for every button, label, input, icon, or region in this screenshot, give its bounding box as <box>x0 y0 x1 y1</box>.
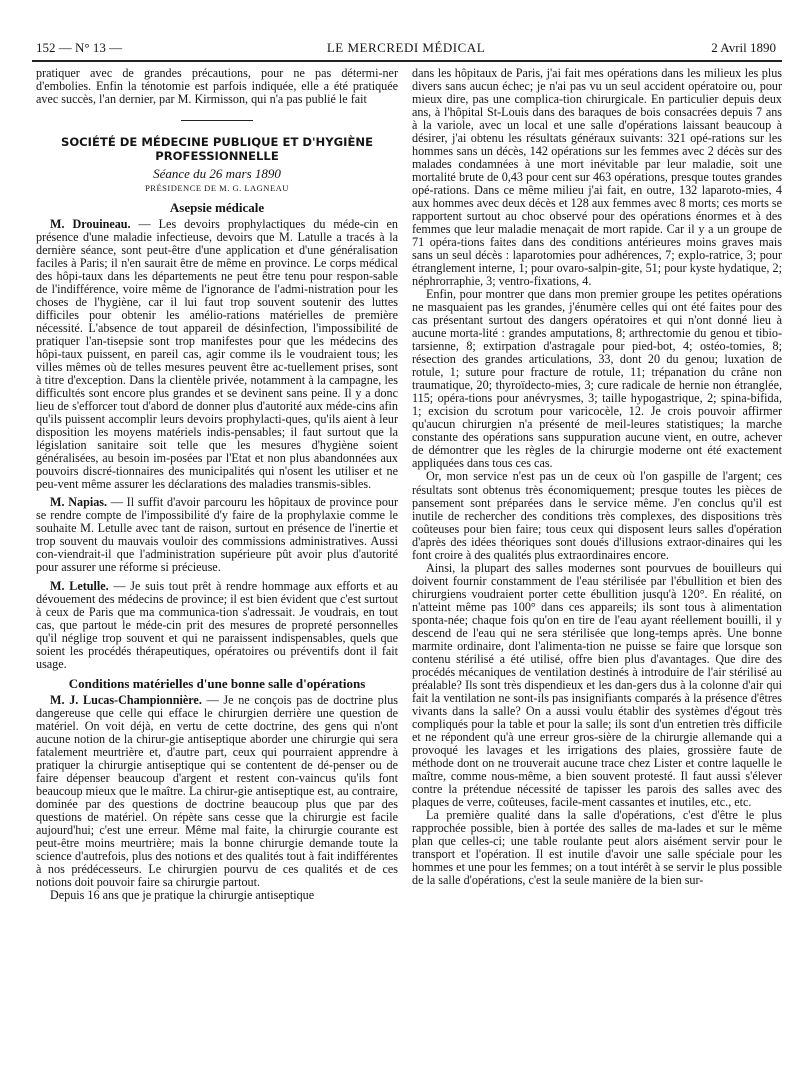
paragraph-economy: Or, mon service n'est pas un de ceux où l'on gaspille de l'argent; ces résultats sont obtenus très économiquement; presque toutes les pièces de pansement sont préparées dans le service même. J'en conclus qu'il est inutile de rechercher des conditions très complexes, des dispositions très coûteuses pour bien faire; tous ceux qui disposent leurs salles d'opération d'après des idées théoriques sont doués d'illusions extraor-dinaires qui les font croire à des qualités plus extraordinaires encore. <box>412 469 782 562</box>
paragraph-lucas-championniere <box>36 694 398 889</box>
right-column <box>412 67 782 1076</box>
paragraph-first-quality: La première qualité dans la salle d'opérations, c'est d'être le plus rapprochée possible, bien à portée des salles de ma-lades et sur le même plan que celles-ci; une table roulante peut alors aisément servir pour le transport et l'opération. Il est inutile d'avoir une salle spéciale pour les hommes et une pour les femmes; on a tout intérêt à se servir le plus possible de la salle d'opérations, c'est la seule manière de la bien sur- <box>412 807 782 887</box>
section-title-conditions: Conditions matérielles d'une bonne salle d'opérations <box>68 675 366 691</box>
page-number: 152 — N° 13 — <box>36 40 123 55</box>
paragraph-text: — Les devoirs prophylactiques du méde-cin en présence d'une maladie infectieuse, devoirs que M. Latulle a tracés à la dernière séance, sont peut-être d'une application et d'une généralisation faciles à Paris; il n'en saurait être de même en province. Le corps médical des hôpi-taux dans les départements ne peut être tenu pour respon-sable de l'indifférence, voire même de l'ignorance de l'admi-nistration pour les choses de l'hygiène, car il lui faut trop souvent soutenir des luttes difficiles pour obtenir les amélio-rations matérielles de première nécessité. L'absence de tout appareil de désinfection, l'impossibilité de pratiquer l'an-tisepsie sont trop manifestes pour que les médecins des hôpi-taux puissent, en pareil cas, agir comme ils le voudraient tous; les villes mêmes où de telles mesures peuvent être ac-tuellement prises, sont à titre d'exception. Dans la clientèle privée, notamment à la campagne, les difficultés sont encore plus grandes et se devinent sans peine. Il y a donc lieu de s'efforcer tout d'abord de donner plus d'autorité aux méde-cins afin qu'ils puissent accomplir leurs devoirs prophylacti-ques, qu'ils aient à leur disposition les moyens matériels indis-pensables; il faut surtout que la législation sanitaire soit telle que les mesures d'hygiène soient généralisées, au besoin im-posées par l'Etat et non plus abandonnées aux pouvoirs discré-tionnaires des municipalités qui n'osent les utiliser et ne peu-vent même assurer les déclarations des maladies transmis-sibles. <box>36 217 398 492</box>
issue-date: 2 Avril 1890 <box>711 40 776 55</box>
paragraph-equipment: Ainsi, la plupart des salles modernes sont pourvues de bouilleurs qui doivent fournir constamment de l'eau stérilisée par l'ébullition et bien des chirurgiens voudraient porter cette ébullition jusqu'à 120°. En réalité, on n'atteint même pas 100° dans ces appareils; ils sont tous à alimentation sponta-née; chaque fois qu'on en tire de l'eau ayant réellement bouilli, il y descend de l'eau qui ne sera stérilisée que long-temps après. Une bonne marmite ordinaire, dont l'alimenta-tion ne puisse se faire que lorsque son contenu stérilisé a été utilisé, offre bien plus d'avantages. Que dire des procédés mécaniques de ventilation destinés à introduire de l'air stérilisé au préalable? Ils sont très dispendieux et les dan-gers dus à la colonne d'air qui fait la ventilation ne sont-ils pas insignifiants comparés à la présence d'êtres vivants dans la salle? On a aussi voulu établir des systèmes d'égout très compliqués pour la table et pour la salle; ils sont d'un entretien très difficile et ne répondent qu'à une erreur gros-sière de la chirurgie allemande qui a provoqué les lavages et les irrigations des plaies, grossière faute de méthode dont on ne trouverait aucune trace chez Lister et contre laquelle le maître, comme nous-même, a bien souvent protesté. Il faut aussi s'élever contre la prétendue nécessité de tapisser les parois des salles avec des plaques de verre, coûteuses, facile-ment cassantes et inutiles, etc., etc. <box>412 560 782 809</box>
header-rule <box>32 60 782 62</box>
paragraph-continued: Depuis 16 ans que je pratique la chirurgie antiseptique <box>50 887 315 902</box>
speaker-name: M. Drouineau. <box>50 217 131 232</box>
presidency-line: PRÉSIDENCE DE M. G. LAGNEAU <box>145 183 289 194</box>
left-column <box>36 67 398 1076</box>
paragraph-operations-list: Enfin, pour montrer que dans mon premier groupe les petites opérations ne masquaient pas les grandes, j'énumère celles qui ont été faites pour des cas présentant surtout des dangers opératoires et qui n'ont donné lieu à aucune morta-lité : grandes amputations, 8; arthrectomie du genou et tibio-tarsienne, 8; extirpation d'astragale pour pied-bot, 4; ostéo-tomies, 8; résection des grandes articulations, 33, dont 20 du genou; luxation de rotule, 1; suture pour fracture de rotule, 11; trépanation du crâne non traumatique, 20; thyroïdecto-mies, 3; cure radicale de hernie non étranglée, 115; opéra-tions pour anévrysmes, 3; taille hypogastrique, 2; spina-bifida, 1; excision du scrotum pour varicocèle, 12. Je crois pouvoir affirmer qu'aucun chirurgien n'a présenté de meil-leures statistiques; la marche constante des opérations sans suppuration aucune vient, en outre, achever de démontrer que les règles de la chirurgie moderne ont été exactement appliquées dans tous ces cas. <box>412 287 782 471</box>
paragraph-drouineau <box>36 218 398 491</box>
section-title-asepsie: Asepsie médicale <box>169 200 265 216</box>
paragraph-napias <box>36 496 398 574</box>
speaker-name: M. Napias. <box>50 495 108 510</box>
separator-rule <box>181 120 253 121</box>
society-heading: SOCIÉTÉ DE MÉDECINE PUBLIQUE ET D'HYGIÈNE PROFESSIONNELLE <box>60 135 374 164</box>
journal-title: LE MERCREDI MÉDICAL <box>326 40 486 55</box>
intro-paragraph: pratiquer avec de grandes précautions, pour ne pas détermi-ner d'embolies. Enfin la ténotomie est parfois indiquée, elle a été pratiquée avec succès, l'an dernier, par M. Kirmisson, qui n'a pas publié le fait <box>36 66 398 107</box>
paragraph-text: — Je suis tout prêt à rendre hommage aux efforts et au dévouement des médecins de province; il est bien évident que c'est surtout à ceux de Paris que ma communica-tion s'adressait. Je voudrais, en tout cas, que partout le méde-cin prit des mesures de propreté personnelles qu'il néglige trop souvent et qui ne paraissent indispensables, quels que soient les procédés thérapeutiques, opératoires ou préventifs dont il fait usage. <box>36 578 398 671</box>
speaker-name: M. J. Lucas-Championnière. <box>50 692 202 707</box>
paragraph-text: — Il suffit d'avoir parcouru les hôpitaux de province pour se rendre compte de l'impossibilité d'y faire de la prophylaxie comme le souhaite M. Letulle avec tant de raison, surtout en présence de l'inertie et trop souvent du mauvais vouloir des commissions administratives. Aussi con-viendrait-il que l'administration supérieure pût avoir plus d'autorité pour assurer une réforme si précieuse. <box>36 495 399 575</box>
speaker-name: M. Letulle. <box>50 578 109 593</box>
page-header <box>32 36 780 62</box>
paragraph-results: dans les hôpitaux de Paris, j'ai fait mes opérations dans les milieux les plus divers sans aucun échec; je n'ai pas vu un seul accident opératoire ou, pour mieux dire, pas une complica-tion chirurgicale. En particulier depuis deux ans, à l'hôpital St-Louis dans des baraques de bois consacrées depuis 7 ans à la variole, avec un local et une salle d'opérations laissant beaucoup à désirer, j'ai obtenu les résultats généraux suivants: 321 opé-rations sur les hommes sans un décès, 142 opérations sur les femmes avec 2 décès sur des malades condamnées à une mort inévitable par leur maladie, soit une mortalité brute de 0,43 pour cent sur 463 opérations, presque toutes grandes opé-rations. Dans ce même milieu j'ai fait, en outre, 132 laparoto-mies, 4 aux hommes avec deux décès et 128 aux femmes avec 8 morts; ces morts se rapportent surtout au choc observé pour des opérations énormes et à des femmes que leur maladie menaçait de mort rapide. Car il y a un groupe de 71 opéra-tions faites dans des conditions antérieures moins graves mais sans un seul décès : laparotomies pour adhérences, 7; explo-ratrice, 3; pour étranglement interne, 1; pour ovaro-salpin-gite, 51; pour kyste hydatique, 2; néphrorraphie, 3; ventro-fixations, 4. <box>412 66 782 289</box>
paragraph-text: — Je ne conçois pas de doctrine plus dangereuse que celle qui efface le chirurgien derrière une question de matériel. On voit déjà, en vertu de cette doctrine, des gens qui n'ont aucune notion de la chirur-gie antiseptique aborder une chirurgie qui sera fatalement meurtrière et, d'autre part, ceux qui pourraient apprendre à pratiquer la chirurgie antiseptique qui se contentent de dé-penser ou de faire dépenser beaucoup d'argent et restent con-vaincus qu'ils font beaucoup mieux que le maître. La chirur-gie antiseptique est, au contraire, dominée par des questions de doctrine beaucoup plus que par des questions de matériel. On répète sans cesse que la chirurgie est facile aujourd'hui; c'est une erreur. Même mal faite, la chirurgie courante est peut-être moins meurtrière; mais la bonne chirurgie demande toute la science d'autrefois, plus des notions et des qualités tout à fait indifférentes à nos prédécesseurs. Le chirurgien pourvu de ces qualités et de ces notions doit pouvoir faire sa chirurgie partout. <box>36 692 398 889</box>
session-date: Séance du 26 mars 1890 <box>153 166 281 182</box>
paragraph-letulle <box>36 580 398 671</box>
